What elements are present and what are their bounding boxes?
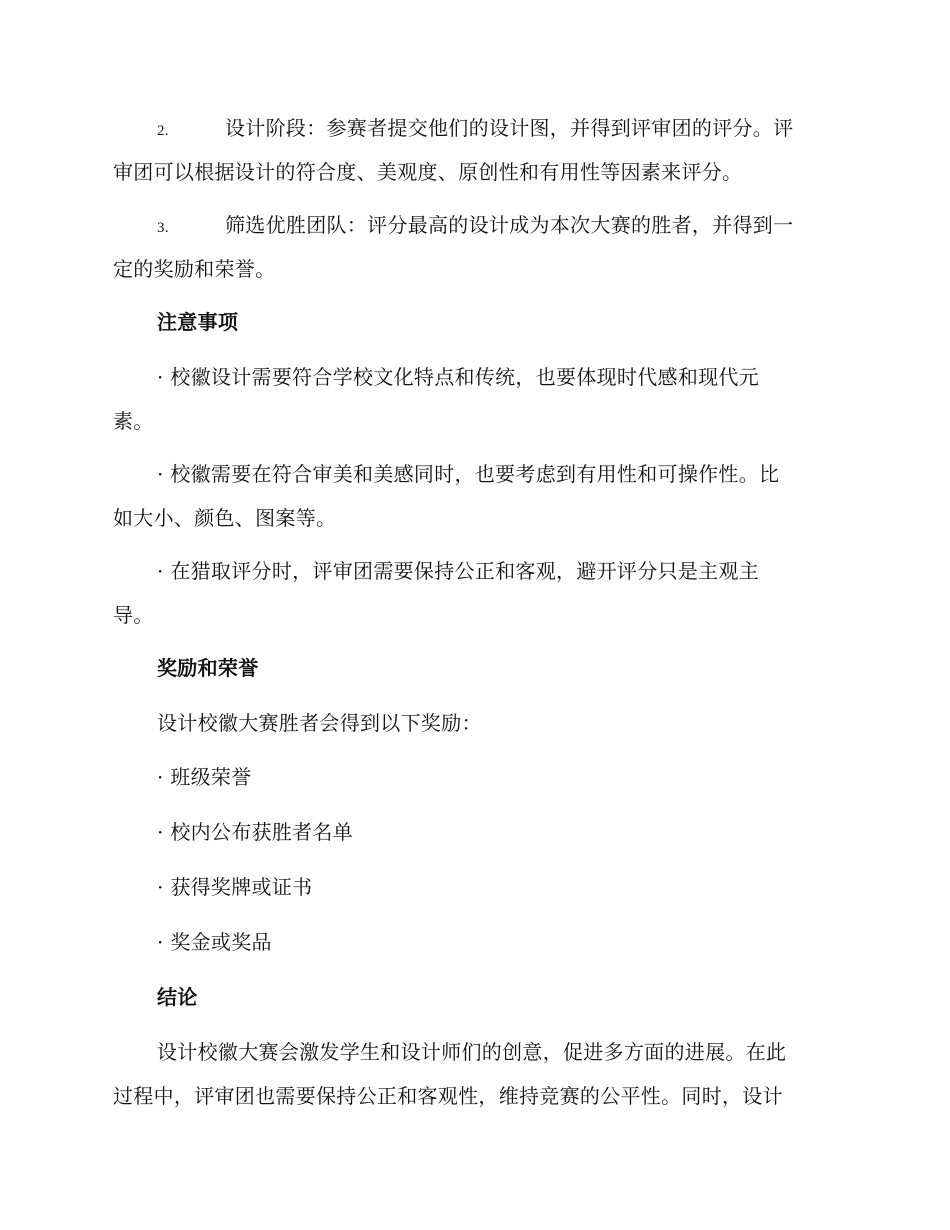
bullet-line1: · 校徽设计需要符合学校文化特点和传统，也要体现时代感和现代元 — [157, 365, 760, 389]
conclusion-paragraph — [113, 1030, 835, 1118]
bullet-line1: · 在猎取评分时，评审团需要保持公正和客观，避开评分只是主观主 — [157, 559, 760, 583]
item-text-line1: 设计阶段：参赛者提交他们的设计图，并得到评审团的评分。评 — [225, 116, 794, 140]
numbered-item-3-first-line — [113, 203, 835, 247]
section-heading-conclusion — [113, 975, 835, 1019]
item-number: 2. — [157, 123, 169, 139]
bullet-line2: 导。 — [113, 603, 154, 627]
award-item-text: · 班级荣誉 — [157, 765, 252, 789]
award-item-text: · 获得奖牌或证书 — [157, 875, 313, 899]
notes-bullet-2 — [113, 452, 835, 540]
item-text-line2: 审团可以根据设计的符合度、美观度、原创性和有用性等因素来评分。 — [113, 160, 743, 184]
award-item — [113, 920, 835, 964]
item-number: 3. — [157, 220, 169, 236]
notes-bullet-3 — [113, 549, 835, 637]
award-item-text: · 校内公布获胜者名单 — [157, 820, 354, 844]
bullet-line2: 素。 — [113, 409, 154, 433]
heading-text: 注意事项 — [157, 310, 239, 334]
numbered-item-2-first-line — [113, 106, 835, 150]
notes-bullet-1 — [113, 355, 835, 443]
bullet-line2: 如大小、颜色、图案等。 — [113, 506, 337, 530]
awards-intro — [113, 701, 835, 745]
award-item — [113, 810, 835, 854]
numbered-item-2 — [113, 106, 835, 194]
section-heading-notes — [113, 300, 835, 344]
numbered-item-3 — [113, 203, 835, 291]
item-text-line2: 定的奖励和荣誉。 — [113, 257, 276, 281]
bullet-line1: · 校徽需要在符合审美和美感同时，也要考虑到有用性和可操作性。比 — [157, 462, 780, 486]
paragraph-line1: 设计校徽大赛会激发学生和设计师们的创意，促进多方面的进展。在此 — [157, 1040, 787, 1064]
heading-text: 奖励和荣誉 — [157, 656, 259, 680]
section-heading-awards — [113, 646, 835, 690]
heading-text: 结论 — [157, 985, 198, 1009]
award-item-text: · 奖金或奖品 — [157, 930, 272, 954]
item-text-line1: 筛选优胜团队：评分最高的设计成为本次大赛的胜者，并得到一 — [225, 213, 794, 237]
intro-text: 设计校徽大赛胜者会得到以下奖励： — [157, 711, 482, 735]
award-item — [113, 865, 835, 909]
award-item — [113, 755, 835, 799]
paragraph-line2: 过程中，评审团也需要保持公正和客观性，维持竞赛的公平性。同时，设计 — [113, 1084, 783, 1108]
